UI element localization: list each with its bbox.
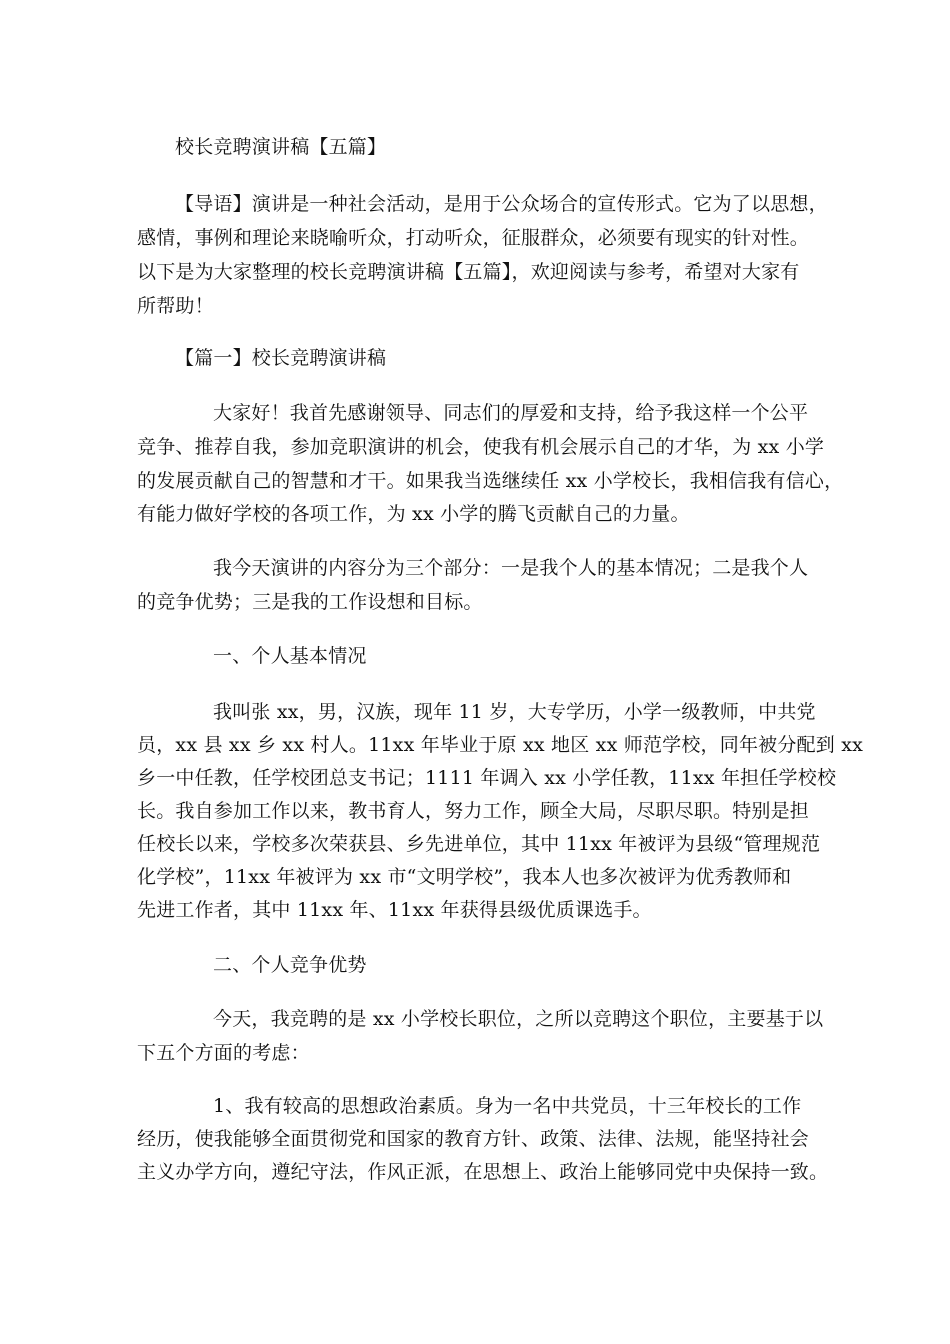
para5-line-1: 1、我有较高的思想政治素质。身为一名中共党员，十三年校长的工作 <box>213 1095 802 1117</box>
para2-line-1: 我今天演讲的内容分为三个部分：一是我个人的基本情况；二是我个人 <box>213 557 809 579</box>
heading-competitive-advantage: 二、个人竞争优势 <box>213 954 367 976</box>
para4-line-2: 下五个方面的考虑： <box>137 1042 310 1064</box>
intro-line-4: 所帮助！ <box>137 295 214 317</box>
para5-line-2: 经历，使我能够全面贯彻党和国家的教育方针、政策、法律、法规，能坚持社会 <box>137 1128 810 1150</box>
para3-line-6: 化学校”，11xx 年被评为 xx 市“文明学校”，我本人也多次被评为优秀教师和 <box>137 866 792 888</box>
para3-line-7: 先进工作者，其中 11xx 年、11xx 年获得县级优质课选手。 <box>137 899 652 921</box>
para4-line-1: 今天，我竞聘的是 xx 小学校长职位，之所以竞聘这个职位，主要基于以 <box>213 1008 824 1030</box>
intro-line-1: 【导语】演讲是一种社会活动，是用于公众场合的宣传形式。它为了以思想， <box>175 193 828 215</box>
para1-line-3: 的发展贡献自己的智慧和才干。如果我当选继续任 xx 小学校长，我相信我有信心， <box>137 470 844 492</box>
para3-line-2: 员，xx 县 xx 乡 xx 村人。11xx 年毕业于原 xx 地区 xx 师范学校，同年被分配到 xx <box>137 734 864 756</box>
para3-line-3: 乡一中任教，任学校团总支书记；1111 年调入 xx 小学任教，11xx 年担任学校校 <box>137 767 837 789</box>
para3-line-4: 长。我自参加工作以来，教书育人，努力工作，顾全大局，尽职尽职。特别是担 <box>137 800 810 822</box>
para5-line-3: 主义办学方向，遵纪守法，作风正派，在思想上、政治上能够同党中央保持一致。 <box>137 1161 829 1183</box>
para3-line-5: 任校长以来，学校多次荣获县、乡先进单位，其中 11xx 年被评为县级“管理规范 <box>137 833 821 855</box>
section-title: 【篇一】校长竞聘演讲稿 <box>175 347 387 369</box>
intro-line-2: 感情，事例和理论来晓喻听众，打动听众，征服群众，必须要有现实的针对性。 <box>137 227 810 249</box>
para2-line-2: 的竞争优势；三是我的工作设想和目标。 <box>137 591 483 613</box>
para3-line-1: 我叫张 xx，男，汉族，现年 11 岁，大专学历，小学一级教师，中共党 <box>213 701 816 723</box>
document-title: 校长竞聘演讲稿【五篇】 <box>175 136 387 158</box>
para1-line-4: 有能力做好学校的各项工作，为 xx 小学的腾飞贡献自己的力量。 <box>137 503 690 525</box>
intro-line-3: 以下是为大家整理的校长竞聘演讲稿【五篇】，欢迎阅读与参考，希望对大家有 <box>137 261 800 283</box>
para1-line-1: 大家好！我首先感谢领导、同志们的厚爱和支持，给予我这样一个公平 <box>213 402 809 424</box>
heading-personal-info: 一、个人基本情况 <box>213 645 367 667</box>
para1-line-2: 竞争、推荐自我，参加竞职演讲的机会，使我有机会展示自己的才华，为 xx 小学 <box>137 436 825 458</box>
